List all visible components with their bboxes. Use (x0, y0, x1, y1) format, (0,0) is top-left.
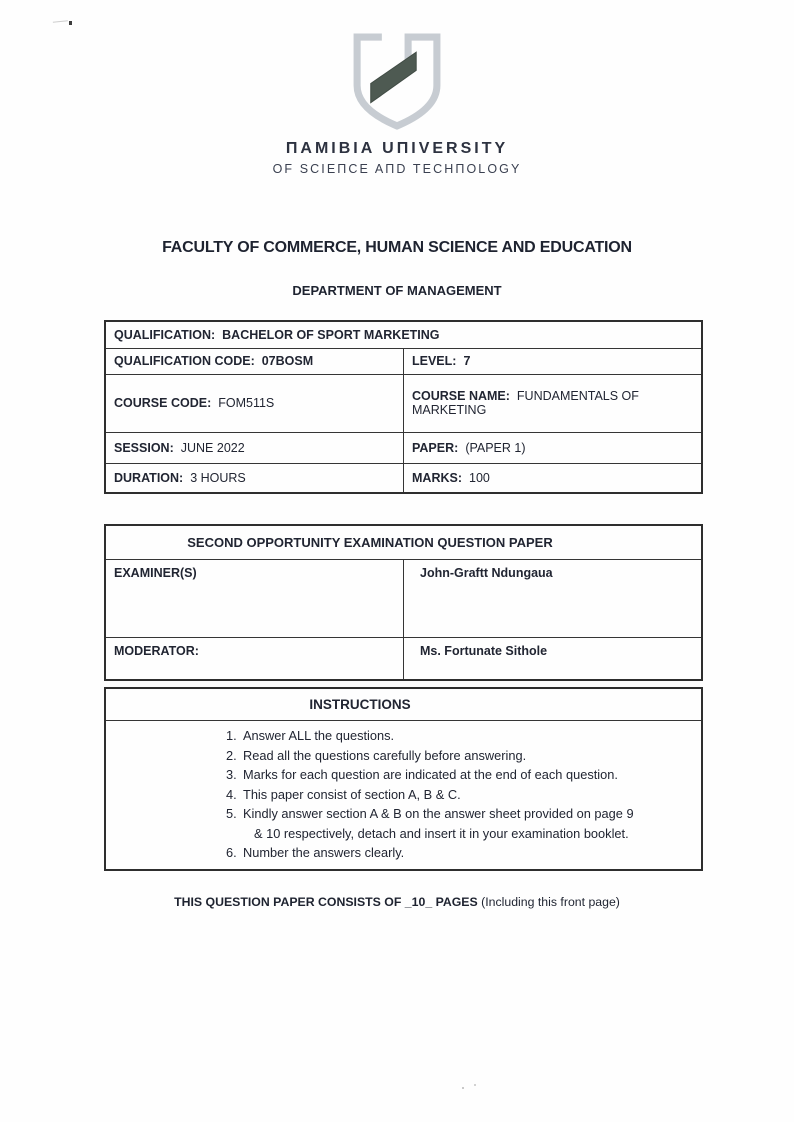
course-code-cell (105, 374, 404, 432)
instruction-text: This paper consist of section A, B & C. (243, 786, 461, 802)
table-row (105, 525, 702, 560)
instruction-number: 3. (226, 767, 237, 782)
table-row (105, 348, 702, 374)
session-cell (105, 432, 404, 463)
instruction-item (226, 804, 700, 843)
session-label: SESSION: (114, 440, 174, 455)
scan-artifact (53, 20, 68, 26)
paper-value: (PAPER 1) (465, 440, 526, 455)
instruction-text: Read all the questions carefully before answering. (243, 747, 527, 763)
instruction-number: 5. (226, 806, 237, 821)
instruction-text-line1: Kindly answer section A & B on the answer sheet provided on page 9 (243, 806, 634, 821)
course-name-label: COURSE NAME: (412, 389, 510, 403)
instruction-text: Number the answers clearly. (243, 845, 405, 860)
table-row (105, 374, 702, 432)
table-row (105, 560, 702, 638)
course-code-label: COURSE CODE: (114, 396, 212, 410)
scan-artifact (474, 1084, 476, 1086)
instructions-title: INSTRUCTIONS (105, 688, 702, 721)
nust-shield-logo-icon (351, 32, 443, 133)
qualification-cell (105, 321, 702, 348)
instruction-item (226, 843, 700, 863)
table-row (105, 688, 702, 721)
table-row (105, 638, 702, 681)
course-code-value: FOM511S (218, 396, 275, 410)
level-label: LEVEL: (412, 354, 457, 368)
instruction-number: 2. (226, 747, 237, 763)
table-row (105, 721, 702, 871)
instruction-text: Answer ALL the questions. (243, 728, 395, 743)
table-row (105, 463, 702, 493)
marks-cell (404, 463, 703, 493)
instructions-list (226, 726, 700, 863)
page-count-normal: (Including this front page) (481, 895, 620, 909)
course-info-table (104, 320, 703, 494)
examiner-value: John-Graftt Ndungaua (404, 560, 703, 638)
qualification-code-value: 07BOSM (261, 354, 314, 368)
instruction-text-line2: & 10 respectively, detach and insert it in your examination booklet. (254, 825, 629, 841)
table-row (105, 432, 702, 463)
exam-paper-title: SECOND OPPORTUNITY EXAMINATION QUESTION PAPER (105, 525, 702, 560)
duration-cell (105, 463, 404, 493)
department-heading: DEPARTMENT OF MANAGEMENT (292, 283, 502, 298)
qualification-code-cell (105, 348, 404, 374)
scan-artifact (69, 21, 72, 25)
duration-value: 3 HOURS (190, 470, 246, 485)
university-subtitle: OF SCIEΠCE AΠD TECHΠOLOGY (272, 162, 522, 176)
instruction-item (226, 785, 700, 805)
scan-artifact (462, 1087, 464, 1089)
university-name: ΠAMIBIA UΠIVERSITY (285, 140, 509, 157)
page-count-bold: THIS QUESTION PAPER CONSISTS OF _10_ PAGES (174, 895, 478, 909)
instruction-number: 1. (226, 728, 237, 743)
level-value: 7 (463, 354, 471, 368)
instruction-text (243, 804, 700, 843)
faculty-heading: FACULTY OF COMMERCE, HUMAN SCIENCE AND EDUCATION (162, 239, 632, 256)
instructions-body-cell (105, 721, 702, 871)
moderator-value: Ms. Fortunate Sithole (404, 638, 703, 681)
duration-label: DURATION: (114, 470, 184, 485)
instructions-table (104, 687, 703, 871)
qualification-label: QUALIFICATION: (114, 327, 216, 342)
level-cell (404, 348, 703, 374)
course-name-value: FUNDAMENTALS OF MARKETING (412, 389, 639, 417)
paper-label: PAPER: (412, 440, 459, 455)
instruction-item (226, 746, 700, 766)
instruction-number: 4. (226, 786, 237, 802)
session-value: JUNE 2022 (180, 440, 245, 455)
qualification-value: BACHELOR OF SPORT MARKETING (222, 327, 440, 342)
qualification-code-label: QUALIFICATION CODE: (114, 354, 255, 368)
instruction-text: Marks for each question are indicated at the end of each question. (243, 767, 618, 782)
paper-cell (404, 432, 703, 463)
instruction-number: 6. (226, 845, 237, 860)
table-row (105, 321, 702, 348)
course-name-cell (404, 374, 703, 432)
moderator-label: MODERATOR: (105, 638, 404, 681)
marks-label: MARKS: (412, 470, 462, 485)
instruction-item (226, 765, 700, 785)
marks-value: 100 (469, 470, 490, 485)
page-count-note (0, 895, 794, 909)
examiner-label: EXAMINER(S) (105, 560, 404, 638)
examination-table (104, 524, 703, 681)
instruction-item (226, 726, 700, 746)
